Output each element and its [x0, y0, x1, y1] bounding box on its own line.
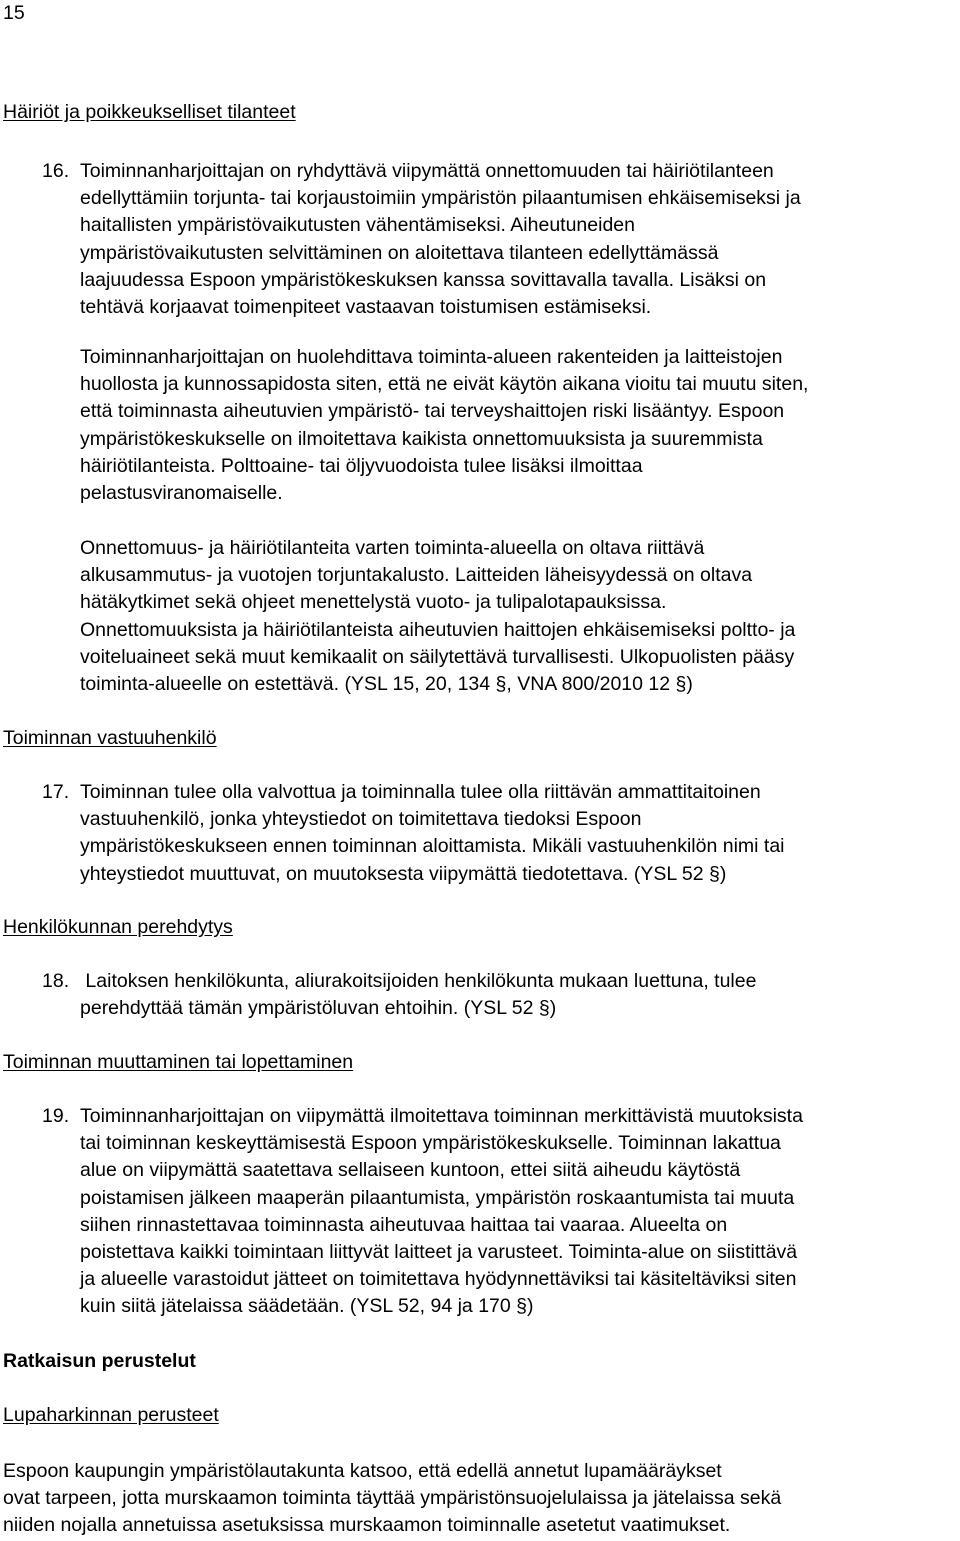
- item-text: Toiminnanharjoittajan on ryhdyttävä viipymättä onnettomuuden tai häiriötilanteen edellyttämiin torjunta- tai korjaustoimiin ympäristön pilaantumisen ehkäisemiseksi ja haitallisten ympäristövaikutusten vähentämiseksi. Aiheutuneiden ympäristövaikutusten selvittäminen on aloitettava tilanteen edellyttämässä laajuudessa Espoon ympäristökeskuksen kanssa sovittavalla tavalla. Lisäksi on tehtävä korjaavat toimenpiteet vastaavan toistumisen estämiseksi.: [80, 160, 801, 319]
- heading-disturbances: Häiriöt ja poikkeukselliset tilanteet: [3, 101, 296, 123]
- page-number: 15: [3, 2, 25, 24]
- item-number: 18.: [42, 970, 70, 992]
- item-number: 16.: [42, 160, 70, 182]
- paragraph-grounds: Espoon kaupungin ympäristölautakunta katsoo, että edellä annetut lupamääräykset ovat tarpeen, jotta murskaamon toiminta täyttää ympäristönsuojelulaissa ja jätelaissa sekä niiden nojalla annetuissa asetuksissa murskaamon toiminnalle asetetut vaatimukset.: [3, 1460, 782, 1537]
- item-text: Toiminnanharjoittajan on viipymättä ilmoitettava toiminnan merkittävistä muutoksista tai toiminnan keskeyttämisestä Espoon ympäristökeskukselle. Toiminnan lakattua alue on viipymättä saatettava sellaiseen kuntoon, ettei siitä aiheudu käytöstä poistamisen jälkeen maaperän pilaantumista, ympäristön roskaantumista tai muuta siihen rinnastettavaa toiminnasta aiheutuvaa haittaa tai vaaraa. Alueelta on poistettava kaikki toimintaan liittyvät laitteet ja varusteet. Toiminta-alue on siistittävä ja alueelle varastoidut jätteet on toimitettava hyödynnettäviksi tai käsiteltäviksi siten kuin siitä jätelaissa säädetään. (YSL 52, 94 ja 170 §): [80, 1105, 803, 1318]
- heading-grounds-for-decision: Ratkaisun perustelut: [3, 1350, 196, 1372]
- item-text: Toiminnan tulee olla valvottua ja toiminnalla tulee olla riittävän ammattitaitoinen vastuuhenkilö, jonka yhteystiedot on toimitettava tiedoksi Espoon ympäristökeskukseen ennen toiminnan aloittamista. Mikäli vastuuhenkilön nimi tai yhteystiedot muuttuvat, on muutoksesta viipymättä tiedotettava. (YSL 52 §): [80, 781, 785, 885]
- item-19: [42, 1103, 960, 1321]
- paragraph-maintenance: Toiminnanharjoittajan on huolehdittava toiminta-alueen rakenteiden ja laitteistojen huollosta ja kunnossapidosta siten, että ne eivät käytön aikana vioitu tai muutu siten, että toiminnasta aiheutuvien ympäristö- tai terveyshaittojen riski lisääntyy. Espoon ympäristökeskukselle on ilmoitettava kaikista onnettomuuksista ja suuremmista häiriötilanteista. Polttoaine- tai öljyvuodoista tulee lisäksi ilmoittaa pelastusviranomaiselle.: [80, 346, 809, 505]
- paragraph-equipment: Onnettomuus- ja häiriötilanteita varten toiminta-alueella on oltava riittävä alkusammutus- ja vuotojen torjuntakalusto. Laitteiden läheisyydessä on oltava hätäkytkimet sekä ohjeet menettelystä vuoto- ja tulipalotapauksissa. Onnettomuuksista ja häiriötilanteista aiheutuvien haittojen ehkäisemiseksi poltto- ja voiteluaineet sekä muut kemikaalit on säilytettävä turvallisesti. Ulkopuolisten pääsy toiminta-alueelle on estettävä. (YSL 15, 20, 134 §, VNA 800/2010 12 §): [80, 537, 796, 696]
- item-text: Laitoksen henkilökunta, aliurakoitsijoiden henkilökunta mukaan luettuna, tulee perehdyttää tämän ympäristöluvan ehtoihin. (YSL 52 §): [80, 970, 757, 1020]
- item-number: 17.: [42, 781, 70, 803]
- item-16: [42, 158, 960, 321]
- item-18: [42, 968, 960, 1022]
- heading-responsible-person: Toiminnan vastuuhenkilö: [3, 727, 217, 749]
- subheading-permit-considerations: Lupaharkinnan perusteet: [3, 1404, 219, 1426]
- heading-staff-orientation: Henkilökunnan perehdytys: [3, 916, 233, 938]
- heading-change-or-termination: Toiminnan muuttaminen tai lopettaminen: [3, 1051, 354, 1073]
- item-number: 19.: [42, 1105, 70, 1127]
- item-17: [42, 779, 960, 888]
